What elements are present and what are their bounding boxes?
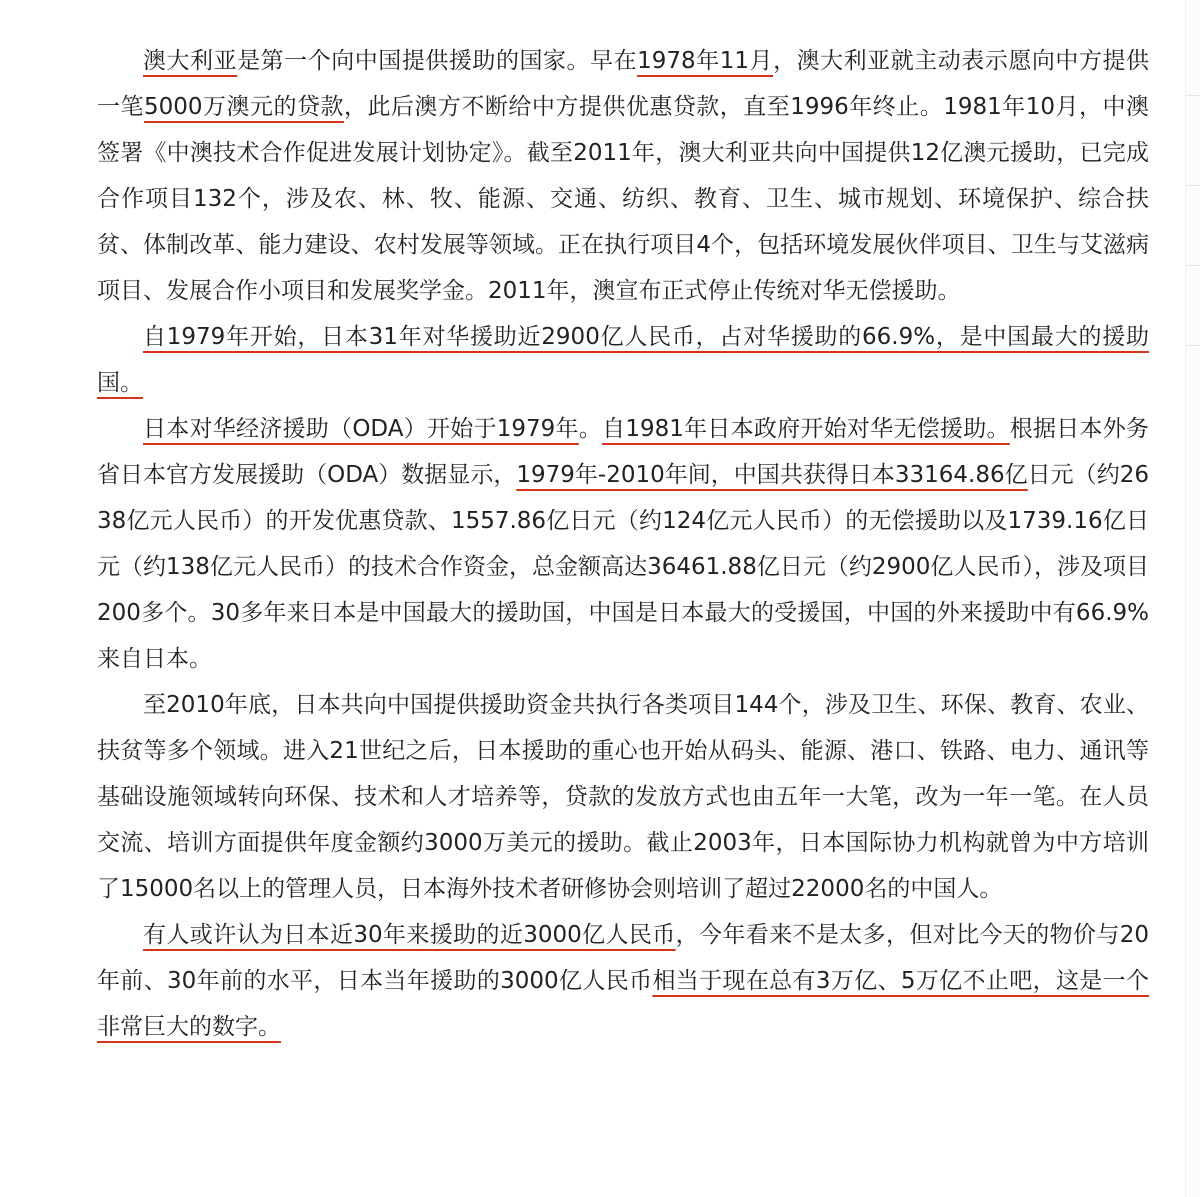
highlight-equivalent-now: 相当于现在总有3万亿、5万亿不止吧，这是一个非常巨大的数字。 [97, 968, 1149, 1040]
scroll-divider [1186, 265, 1200, 266]
paragraph-japan-projects [97, 682, 1149, 912]
text-segment: 是第一个向中国提供援助的国家。早在 [237, 48, 638, 74]
paragraph-japan-oda [97, 406, 1149, 682]
text-segment: 至2010年底，日本共向中国提供援助资金共执行各类项目144个，涉及卫生、环保、教育、农业、扶贫等多个领域。进入21世纪之后，日本援助的重心也开始从码头、能源、港口、铁路、电力、通讯等基础设施领域转向环保、技术和人才培养等，贷款的发放方式也由五年一大笔，改为一年一笔。在人员交流、培训方面提供年度金额约3000万美元的援助。截止2003年，日本国际协力机构就曾为中方培训了15000名以上的管理人员，日本海外技术者研修协会则培训了超过22000名的中国人。 [97, 692, 1149, 902]
text-segment: 。 [578, 416, 603, 442]
highlight-loan-amount: 5000万澳元的贷款 [143, 94, 344, 120]
article-body [97, 38, 1149, 1050]
paragraph-conclusion [97, 912, 1149, 1050]
highlight-largest-donor: 占对华援助的66.9%，是中国最大的援助国。 [97, 324, 1149, 396]
scroll-divider [1186, 95, 1200, 96]
highlight-australia: 澳大利亚 [143, 48, 238, 74]
highlight-oda-total: 1979年-2010年间，中国共获得日本33164.86亿 [516, 462, 1028, 488]
paragraph-australia-aid [97, 38, 1149, 314]
highlight-grant-aid-start: 自1981年日本政府开始对华无偿援助。 [602, 416, 1010, 442]
paragraph-japan-aid-summary [97, 314, 1149, 406]
scroll-divider [1186, 185, 1200, 186]
highlight-date-1978: 1978年11月 [637, 48, 774, 74]
text-segment: ，今年看来不是太多，但对比今天的物价与20年前、30年前的水平，日本当年援助的3000亿人民币 [97, 922, 1149, 994]
text-segment: 日元（约2638亿元人民币）的开发优惠贷款、1557.86亿日元（约124亿元人民币）的无偿援助以及1739.16亿日元（约138亿元人民币）的技术合作资金，总金额高达36461.88亿日元（约2900亿人民币），涉及项目200多个。30多年来日本是中国最大的援助国，中国是日本最大的受援国，中国的外来援助中有66.9%来自日本。 [97, 462, 1149, 672]
highlight-3000-billion: 有人或许认为日本近30年来援助的近3000亿人民币 [143, 922, 676, 948]
text-segment: ，此后澳方不断给中方提供优惠贷款，直至1996年终止。1981年10月，中澳签署《中澳技术合作促进发展计划协定》。截至2011年，澳大利亚共向中国提供12亿澳元援助，已完成合作项目132个，涉及农、林、牧、能源、交通、纺织、教育、卫生、城市规划、环境保护、综合扶贫、体制改革、能力建设、农村发展等领域。正在执行项目4个，包括环境发展伙伴项目、卫生与艾滋病项目、发展合作小项目和发展奖学金。2011年，澳宣布正式停止传统对华无偿援助。 [97, 94, 1149, 304]
scrollbar-track[interactable] [1185, 0, 1200, 1197]
highlight-oda-start: 日本对华经济援助（ODA）开始于1979年 [143, 416, 579, 442]
text-segment: 根据日本外务省日本官方发展援助（ODA）数据显示， [97, 416, 1150, 488]
scroll-divider [1186, 345, 1200, 346]
text-segment: ，澳大利亚就主动表示愿向中方提供一笔 [97, 48, 1150, 120]
highlight-japan-31-years: 自1979年开始，日本31年对华援助近2900亿人民币， [143, 324, 720, 350]
